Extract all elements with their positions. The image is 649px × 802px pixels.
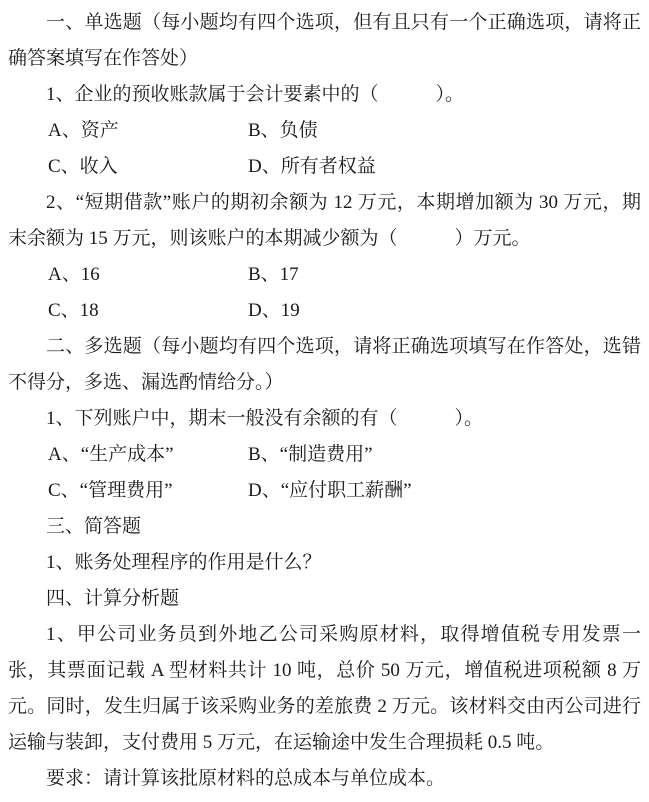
section-1-question-1-options-cd bbox=[8, 149, 641, 185]
section-1-question-1-text: 1、企业的预收账款属于会计要素中的（ ）。 bbox=[46, 84, 465, 105]
section-4-heading: 四、计算分析题 bbox=[46, 588, 180, 609]
section-3-heading: 三、简答题 bbox=[46, 516, 142, 537]
option-c: C、“管理费用” bbox=[48, 480, 173, 501]
option-c: C、18 bbox=[48, 300, 99, 321]
section-1-question-1-options-ab bbox=[8, 113, 641, 149]
section-4-question-1-requirement: 要求：请计算该批原材料的总成本与单位成本。 bbox=[46, 768, 446, 789]
section-2-question-1-text: 1、下列账户中，期末一般没有余额的有（ ）。 bbox=[46, 408, 484, 429]
option-c: C、收入 bbox=[48, 156, 118, 177]
option-b: B、负债 bbox=[248, 120, 318, 141]
option-b: B、17 bbox=[248, 264, 299, 285]
section-1-question-2-options-ab bbox=[8, 257, 641, 293]
option-d: D、所有者权益 bbox=[248, 156, 376, 177]
section-3-question-1-text: 1、账务处理程序的作用是什么？ bbox=[46, 552, 322, 573]
exam-paper bbox=[8, 5, 641, 797]
option-d: D、“应付职工薪酬” bbox=[248, 480, 412, 501]
section-2-question-1-options-cd bbox=[8, 473, 641, 509]
option-a: A、“生产成本” bbox=[48, 444, 174, 465]
section-4-question-1-text: 1、甲公司业务员到外地乙公司采购原材料，取得增值税专用发票一张，其票面记载 A 型材料共计 10 吨，总价 50 万元，增值税进项税额 8 万元。同时，发生归属于该采购业务的差旅费 2 万元。该材料交由丙公司进行运输与装卸，支付费用 5 万元，在运输途中发生合理损耗 0.5 吨。 bbox=[8, 624, 641, 753]
option-a: A、16 bbox=[48, 264, 100, 285]
option-a: A、资产 bbox=[48, 120, 119, 141]
option-d: D、19 bbox=[248, 300, 300, 321]
section-2-heading: 二、多选题（每小题均有四个选项，请将正确选项填写在作答处，选错不得分，多选、漏选酌情给分。） bbox=[8, 336, 641, 393]
section-2-question-1-options-ab bbox=[8, 437, 641, 473]
option-b: B、“制造费用” bbox=[248, 444, 373, 465]
section-1-heading: 一、单选题（每小题均有四个选项，但有且只有一个正确选项，请将正确答案填写在作答处） bbox=[8, 12, 641, 69]
section-1-question-2-text: 2、“短期借款”账户的期初余额为 12 万元，本期增加额为 30 万元，期末余额为 15 万元，则该账户的本期减少额为（ ）万元。 bbox=[8, 192, 641, 249]
section-1-question-2-options-cd bbox=[8, 293, 641, 329]
